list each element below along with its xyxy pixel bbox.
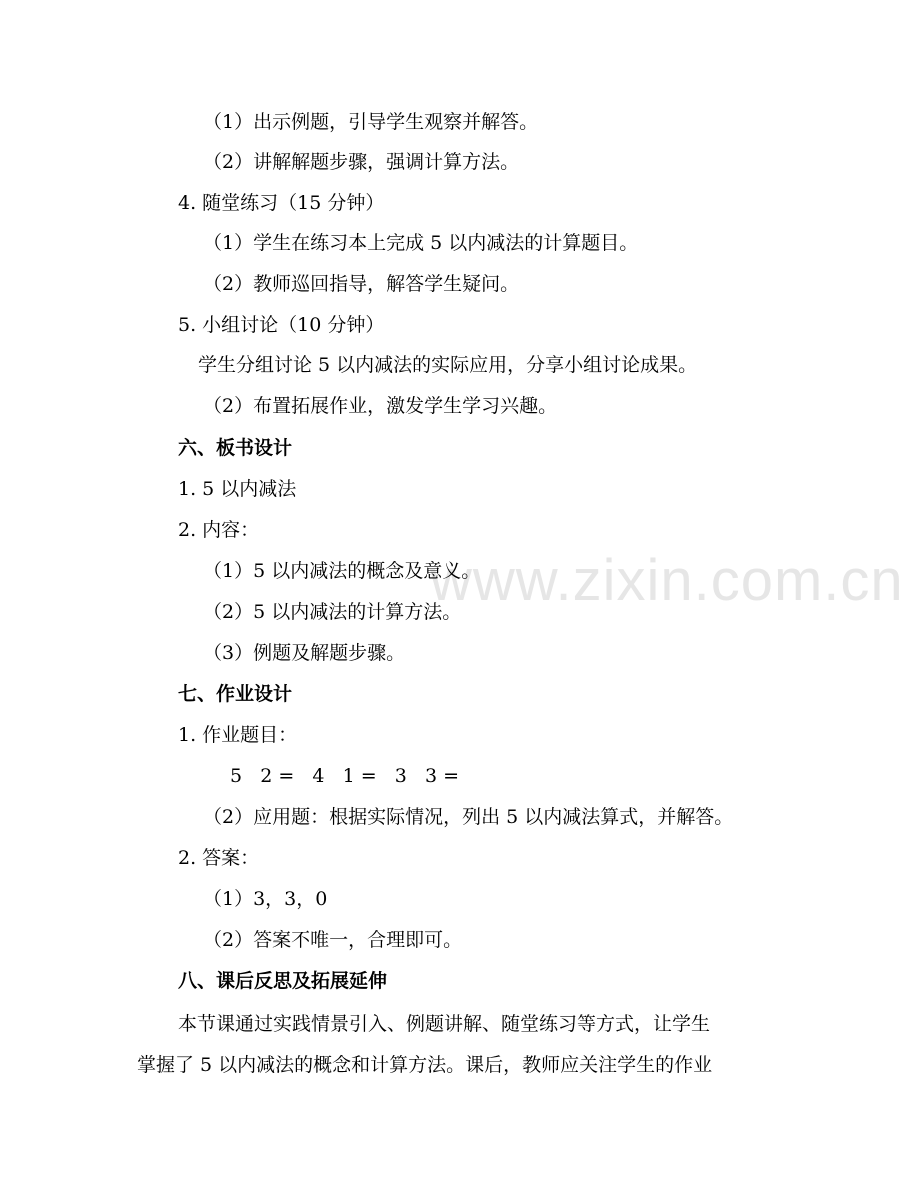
text-line: （1）5 以内减法的概念及意义。 <box>203 560 481 582</box>
text-line: （2）5 以内减法的计算方法。 <box>203 601 462 623</box>
text-line: 4. 随堂练习（15 分钟） <box>178 192 385 214</box>
text-line: （2）教师巡回指导，解答学生疑问。 <box>203 273 520 295</box>
text-line: （1）出示例题，引导学生观察并解答。 <box>203 111 539 133</box>
text-line: 1. 作业题目： <box>178 724 298 746</box>
section-heading: 七、作业设计 <box>178 683 293 705</box>
text-line: 2. 答案： <box>178 847 260 869</box>
equation-line: 5 2 = 4 1 = 3 3 = <box>230 765 460 787</box>
text-line: （2）应用题：根据实际情况，列出 5 以内减法算式，并解答。 <box>203 806 734 828</box>
text-line: （2）布置拓展作业，激发学生学习兴趣。 <box>203 395 558 417</box>
watermark: www.zixin.com.cn <box>430 548 904 613</box>
text-line: 5. 小组讨论（10 分钟） <box>178 314 385 336</box>
text-line: （1）学生在练习本上完成 5 以内减法的计算题目。 <box>203 232 639 254</box>
section-heading: 六、板书设计 <box>178 437 293 459</box>
text-line: （1）3，3，0 <box>203 888 328 910</box>
text-line: （2）讲解解题步骤，强调计算方法。 <box>203 151 520 173</box>
text-line: 1. 5 以内减法 <box>178 478 297 500</box>
text-line: （3）例题及解题步骤。 <box>203 642 406 664</box>
paragraph-line: 掌握了 5 以内减法的概念和计算方法。课后，教师应关注学生的作业 <box>137 1054 713 1076</box>
section-heading: 八、课后反思及拓展延伸 <box>178 970 388 992</box>
text-line: （2）答案不唯一，合理即可。 <box>203 929 463 951</box>
paragraph-line: 本节课通过实践情景引入、例题讲解、随堂练习等方式，让学生 <box>178 1013 711 1035</box>
text-line: 2. 内容： <box>178 519 260 541</box>
text-line: 学生分组讨论 5 以内减法的实际应用，分享小组讨论成果。 <box>198 354 698 376</box>
